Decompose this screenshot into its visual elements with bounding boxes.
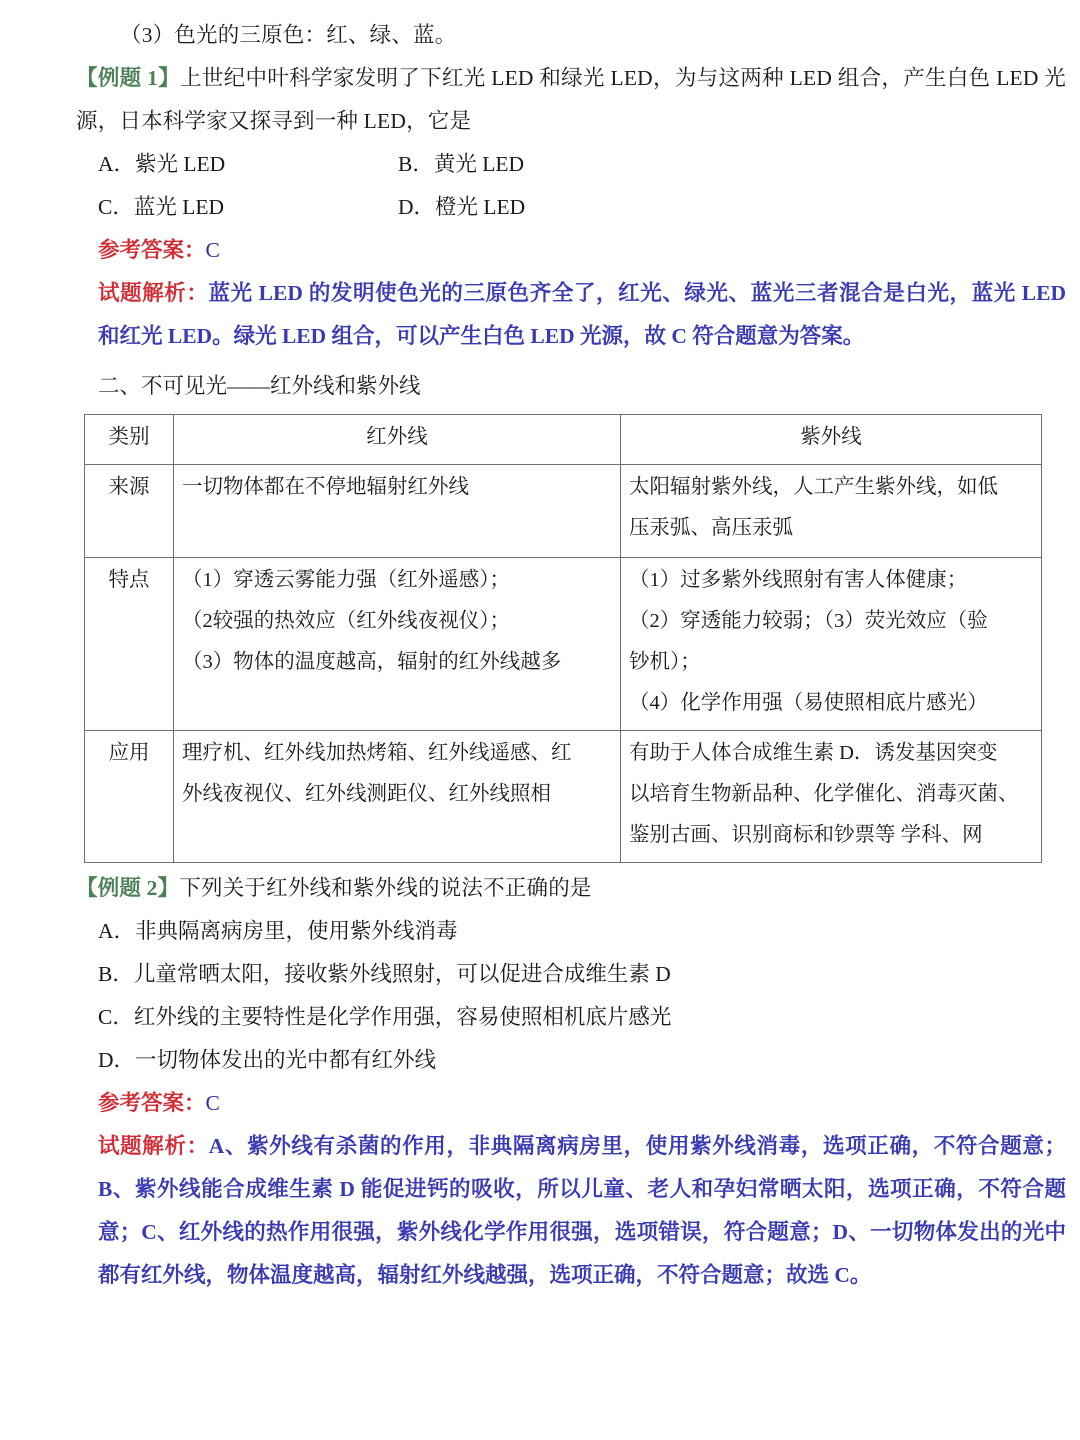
cell-line: 一切物体都在不停地辐射红外线 [182, 476, 469, 498]
cell-line: 鉴别古画、识别商标和钞票等 学科、网 [629, 824, 983, 846]
example2-tag: 【例题 2】 [76, 876, 180, 900]
example1-choice-c-key: C． [98, 195, 134, 219]
example1-analysis [76, 272, 1066, 358]
example1-stem: 上世纪中叶科学家发明了下红光 LED 和绿光 LED，为与这两种 LED 组合，产生白色 LED 光源，日本科学家又探寻到一种 LED，它是 [76, 66, 1066, 133]
example2-choice-a-text: 非典隔离病房里，使用紫外线消毒 [135, 919, 458, 943]
example1-choice-row-cd [76, 186, 1066, 229]
example1-choice-b-key: B． [398, 152, 434, 176]
table-row [85, 558, 1042, 731]
example2-answer-label: 参考答案： [98, 1091, 206, 1115]
example2-choice-d-text: 一切物体发出的光中都有红外线 [135, 1048, 437, 1072]
example1-choice-a[interactable] [98, 143, 398, 186]
example2-choice-a-key: A． [98, 919, 136, 943]
intro-paragraph: （3）色光的三原色：红、绿、蓝。 [120, 23, 457, 47]
table-cell-category-use: 应用 [85, 731, 174, 863]
example2-analysis [76, 1125, 1066, 1297]
example1-choice-d-key: D． [398, 195, 436, 219]
example2-choice-a[interactable] [76, 910, 1066, 953]
cell-line: 以培育生物新品种、化学催化、消毒灭菌、 [629, 783, 1019, 805]
cell-line: 理疗机、红外线加热烤箱、红外线遥感、红 [182, 742, 572, 764]
table-cell-ir-feature [174, 558, 621, 731]
example1-tag: 【例题 1】 [76, 66, 181, 90]
example2-analysis-text: A、紫外线有杀菌的作用，非典隔离病房里，使用紫外线消毒，选项正确，不符合题意；B、紫外线能合成维生素 D 能促进钙的吸收，所以儿童、老人和孕妇常晒太阳，选项正确，不符合题意；C、红外线的热作用很强，紫外线化学作用很强，选项错误，符合题意；D、一切物体发出的光中都有红外线，物体温度越高，辐射红外线越强，选项正确，不符合题意；故选 C。 [98, 1134, 1066, 1287]
example2-choice-b-key: B． [98, 962, 134, 986]
example1-choice-d-text: 橙光 LED [435, 195, 526, 219]
table-cell-category-feature: 特点 [85, 558, 174, 731]
example2-choice-b[interactable] [76, 953, 1066, 996]
cell-line: （3）物体的温度越高，辐射的红外线越多 [182, 651, 562, 673]
document-body [76, 14, 1066, 1297]
example2-choice-b-text: 儿童常晒太阳，接收紫外线照射，可以促进合成维生素 D [133, 962, 671, 986]
example2-analysis-label: 试题解析： [98, 1134, 209, 1158]
cell-line: （2较强的热效应（红外线夜视仪）； [182, 610, 510, 632]
table-cell-uv-use [621, 731, 1042, 863]
section2-heading: 二、不可见光——红外线和紫外线 [98, 374, 421, 398]
example2-stem: 下列关于红外线和紫外线的说法不正确的是 [179, 876, 592, 900]
example1-choice-row-ab [76, 143, 1066, 186]
table-header-infrared: 红外线 [174, 415, 621, 465]
example1-choice-b-text: 黄光 LED [433, 152, 525, 176]
table-cell-category-source: 来源 [85, 465, 174, 558]
table-header-row [85, 415, 1042, 465]
example1-choice-b[interactable] [398, 143, 698, 186]
example1-choice-d[interactable] [398, 186, 698, 229]
example1-choice-a-key: A． [98, 152, 136, 176]
cell-line: （1）过多紫外线照射有害人体健康； [629, 569, 968, 591]
table-cell-ir-use [174, 731, 621, 863]
example2-choice-c-key: C． [98, 1005, 134, 1029]
table-cell-uv-source [621, 465, 1042, 558]
table-header-category: 类别 [85, 415, 174, 465]
table-cell-ir-source [174, 465, 621, 558]
example1-answer-line [76, 229, 1066, 272]
ir-uv-table-body [85, 465, 1042, 863]
cell-line: 太阳辐射紫外线，人工产生紫外线，如低 [629, 476, 998, 498]
example1-answer-value: C [205, 238, 220, 262]
example2-stem-paragraph [76, 867, 1066, 910]
cell-line: （4）化学作用强（易使照相底片感光） [629, 692, 988, 714]
example2-choice-d[interactable] [76, 1039, 1066, 1082]
example1-analysis-text: 蓝光 LED 的发明使色光的三原色齐全了，红光、绿光、蓝光三者混合是白光，蓝光 LED 和红光 LED。绿光 LED 组合，可以产生白色 LED 光源，故 C 符合题意为答案。 [98, 281, 1066, 348]
example2-choice-c[interactable] [76, 996, 1066, 1039]
example2-choice-c-text: 红外线的主要特性是化学作用强，容易使照相机底片感光 [133, 1005, 672, 1029]
example1-choice-c-text: 蓝光 LED [133, 195, 225, 219]
table-cell-uv-feature [621, 558, 1042, 731]
ir-uv-table-head [85, 415, 1042, 465]
example2-choice-d-key: D． [98, 1048, 136, 1072]
example1-stem-paragraph [76, 57, 1066, 143]
example2-answer-value: C [205, 1091, 220, 1115]
cell-line: 有助于人体合成维生素 D．诱发基因突变 [629, 742, 998, 764]
table-row [85, 465, 1042, 558]
example1-choice-c[interactable] [98, 186, 398, 229]
cell-line: （2）穿透能力较弱；（3）荧光效应（验 [629, 610, 988, 632]
cell-line: 外线夜视仪、红外线测距仪、红外线照相 [182, 783, 551, 805]
cell-line: 压汞弧、高压汞弧 [629, 517, 793, 539]
example1-choice-a-text: 紫光 LED [135, 152, 226, 176]
ir-uv-table [84, 414, 1042, 863]
cell-line: 钞机）； [629, 651, 701, 673]
table-row [85, 731, 1042, 863]
example1-answer-label: 参考答案： [98, 238, 206, 262]
cell-line: （1）穿透云雾能力强（红外遥感）； [182, 569, 510, 591]
example1-analysis-label: 试题解析： [98, 281, 209, 305]
example2-answer-line [76, 1082, 1066, 1125]
table-header-ultraviolet: 紫外线 [621, 415, 1042, 465]
